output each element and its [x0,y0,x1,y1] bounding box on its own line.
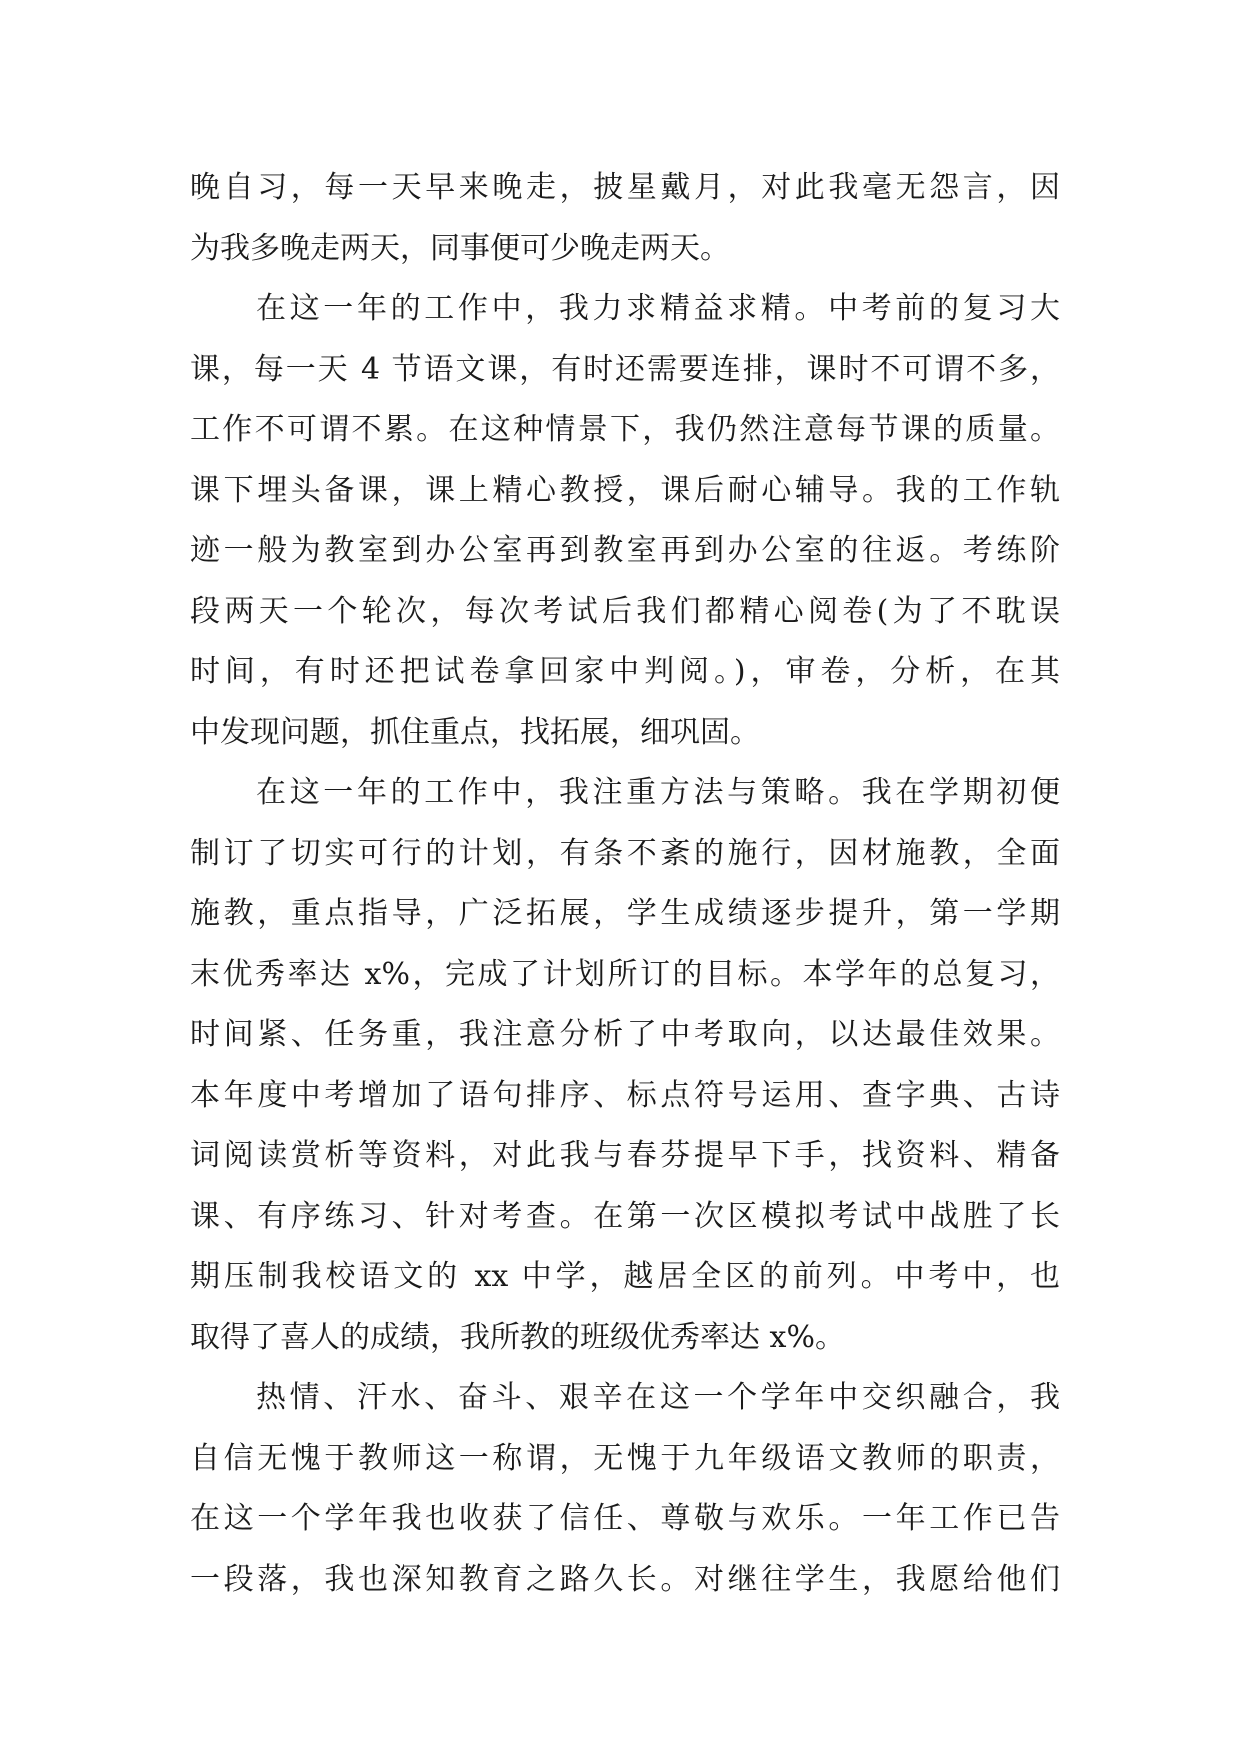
document-body [190,158,1060,1610]
text-line: 制订了切实可行的计划，有条不紊的施行，因材施教，全面 [190,835,1060,871]
text-line: 中发现问题，抓住重点，找拓展，细巩固。 [190,714,760,750]
text-line: 迹一般为教室到办公室再到教室再到办公室的往返。考练阶 [190,533,1060,568]
text-line: 词阅读赏析等资料，对此我与春芬提早下手，找资料、精备 [190,1138,1060,1173]
text-line: 自信无愧于教师这一称谓，无愧于九年级语文教师的职责， [190,1440,1060,1476]
text-line: 为我多晚走两天，同事便可少晚走两天。 [190,230,730,266]
text-line: 晚自习，每一天早来晚走，披星戴月，对此我毫无怨言，因 [190,170,1060,205]
paragraph-first-line: 热情、汗水、奋斗、艰辛在这一个学年中交织融合，我 [256,1380,1060,1415]
text-line: 末优秀率达 x%，完成了计划所订的目标。本学年的总复习， [190,956,1060,992]
text-line: 在这一个学年我也收获了信任、尊敬与欢乐。一年工作已告 [190,1501,1060,1536]
text-line: 取得了喜人的成绩，我所教的班级优秀率达 x%。 [190,1319,845,1355]
text-line: 段两天一个轮次，每次考试后我们都精心阅卷(为了不耽误 [190,593,1060,629]
text-line: 课、有序练习、针对考查。在第一次区模拟考试中战胜了长 [190,1198,1060,1234]
text-line: 时间紧、任务重，我注意分析了中考取向，以达最佳效果。 [190,1017,1060,1052]
text-line: 工作不可谓不累。在这种情景下，我仍然注意每节课的质量。 [190,412,1060,447]
paragraph-first-line: 在这一年的工作中，我力求精益求精。中考前的复习大 [256,291,1060,326]
text-line: 课下埋头备课，课上精心教授，课后耐心辅导。我的工作轨 [190,472,1060,508]
text-line: 本年度中考增加了语句排序、标点符号运用、查字典、古诗 [190,1077,1060,1113]
paragraph-first-line: 在这一年的工作中，我注重方法与策略。我在学期初便 [256,775,1060,810]
text-line: 施教，重点指导，广泛拓展，学生成绩逐步提升，第一学期 [190,896,1060,931]
text-line: 时间，有时还把试卷拿回家中判阅。)，审卷，分析，在其 [190,654,1060,689]
text-line: 一段落，我也深知教育之路久长。对继往学生，我愿给他们 [190,1561,1060,1597]
text-line: 期压制我校语文的 xx 中学，越居全区的前列。中考中，也 [190,1259,1060,1294]
text-line: 课，每一天 4 节语文课，有时还需要连排，课时不可谓不多， [190,351,1060,387]
